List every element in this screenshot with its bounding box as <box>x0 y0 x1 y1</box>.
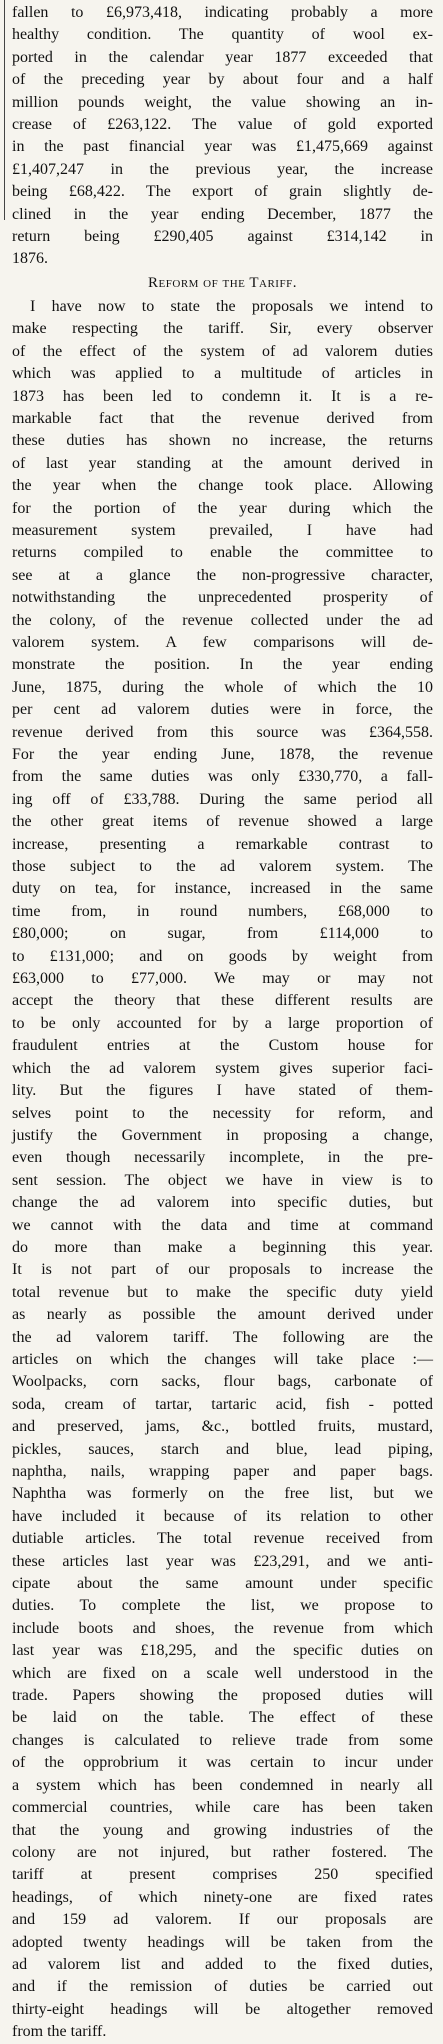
text-line: of last year standing at the amount derived in <box>12 454 433 472</box>
text-line: of the preceding year by about four and a half <box>12 71 433 89</box>
text-line: fraudulent entries at the Custom house for <box>12 1037 433 1055</box>
text-line: £1,407,247 in the previous year, the increase <box>12 160 433 178</box>
text-line: per cent ad valorem duties were in force, the <box>12 701 433 719</box>
text-line: these articles last year was £23,291, and we anti- <box>12 1552 433 1570</box>
text-line: time from, in round numbers, £68,000 to <box>12 902 433 920</box>
text-line: last year was £18,295, and the specific duties on <box>12 1642 433 1660</box>
text-line: which the ad valorem system gives superior faci- <box>12 1059 433 1077</box>
text-line: ad valorem list and added to the fixed duties, <box>12 1955 433 1973</box>
text-line: adopted twenty headings will be taken from the <box>12 1933 433 1951</box>
text-line: that the young and growing industries of the <box>12 1821 433 1839</box>
text-line: valorem system. A few comparisons will de- <box>12 633 433 651</box>
text-line: healthy condition. The quantity of wool ex- <box>12 26 433 44</box>
text-line: and preserved, jams, &c., bottled fruits, mustard, <box>12 1418 433 1436</box>
text-line: ing off of £33,788. During the same period all <box>12 790 433 808</box>
text-line: It is not part of our proposals to increase the <box>12 1261 433 1279</box>
text-line: million pounds weight, the value showing an in- <box>12 93 433 111</box>
text-line: total revenue but to make the specific duty yield <box>12 1283 433 1301</box>
text-line: be laid on the table. The effect of these <box>12 1709 433 1727</box>
column-rule <box>4 0 5 220</box>
text-line: Woolpacks, corn sacks, flour bags, carbonate of <box>12 1373 433 1391</box>
text-line: and 159 ad valorem. If our proposals are <box>12 1911 433 1929</box>
text-line: tariff at present comprises 250 specified <box>12 1866 433 1884</box>
text-line: pickles, sauces, starch and blue, lead piping, <box>12 1440 433 1458</box>
text-line: naphtha, nails, wrapping paper and paper bags. <box>12 1463 433 1480</box>
text-line: do more than make a beginning this year. <box>12 1238 433 1256</box>
text-line: £80,000; on sugar, from £114,000 to <box>12 925 433 943</box>
text-line: accept the theory that these different results are <box>12 992 433 1010</box>
text-line: markable fact that the revenue derived from <box>12 409 433 427</box>
text-line: change the ad valorem into specific duties, but <box>12 1194 433 1212</box>
text-line: sent session. The object we have in view is to <box>12 1171 433 1189</box>
section-heading: Reform of the Tariff. <box>148 274 297 291</box>
text-line: £63,000 to £77,000. We may or may not <box>12 970 433 988</box>
text-line: articles on which the changes will take place :— <box>12 1350 433 1368</box>
text-line: these duties has shown no increase, the returns <box>12 432 433 450</box>
text-line: return being £290,405 against £314,142 in <box>12 228 433 246</box>
text-line: include boots and shoes, the revenue from which <box>12 1619 433 1637</box>
text-line: have included it because of its relation to other <box>12 1507 433 1525</box>
text-line: the ad valorem tariff. The following are the <box>12 1328 433 1346</box>
text-line: as nearly as possible the amount derived under <box>12 1306 433 1324</box>
text-line: even though necessarily incomplete, in the pre- <box>12 1149 433 1167</box>
text-line: from the same duties was only £330,770, a fall- <box>12 768 433 786</box>
paragraph-tariff-reform <box>12 296 433 2044</box>
text-line: commercial countries, while care has been taken <box>12 1799 433 1817</box>
text-line: see at a glance the non-progressive character, <box>12 566 433 584</box>
text-line: notwithstanding the unprecedented prosperity of <box>12 589 433 607</box>
text-line: duties. To complete the list, we propose to <box>12 1597 433 1615</box>
text-line: Naphtha was formerly on the free list, but we <box>12 1485 433 1503</box>
text-line: changes is calculated to relieve trade from some <box>12 1731 433 1749</box>
text-line: a system which has been condemned in nearly all <box>12 1776 433 1794</box>
text-line: headings, of which ninety-one are fixed rates <box>12 1888 433 1906</box>
text-line: selves point to the necessity for reform, and <box>12 1104 433 1122</box>
text-line: June, 1875, during the whole of which the 10 <box>12 678 433 696</box>
text-line: to £131,000; and on goods by weight from <box>12 947 433 965</box>
text-line: measurement system prevailed, I have had <box>12 521 433 539</box>
text-line: cipate about the same amount under specific <box>12 1575 433 1593</box>
text-line: make respecting the tariff. Sir, every observer <box>12 320 433 338</box>
text-line: I have now to state the proposals we intend to <box>30 297 433 315</box>
text-line: soda, cream of tartar, tartaric acid, fish - potted <box>12 1395 433 1413</box>
text-line: which was applied to a multitude of articles in <box>12 365 433 383</box>
text-line: of the effect of the system of ad valorem duties <box>12 342 433 360</box>
text-line: monstrate the position. In the year ending <box>12 656 433 674</box>
text-line: crease of £263,122. The value of gold exported <box>12 116 433 134</box>
text-line: being £68,422. The export of grain slightly de- <box>12 183 433 201</box>
text-line: from the tariff. <box>12 2023 107 2041</box>
text-line: dutiable articles. The total revenue received from <box>12 1530 433 1548</box>
text-line: to be only accounted for by a large proportion of <box>12 1014 433 1032</box>
text-line: colony are not injured, but rather fostered. The <box>12 1843 433 1861</box>
text-line: 1876. <box>12 250 48 268</box>
text-line: we cannot with the data and time at command <box>12 1216 433 1234</box>
text-line: 1873 has been led to condemn it. It is a re- <box>12 387 433 405</box>
text-line: clined in the year ending December, 1877 the <box>12 205 433 223</box>
text-line: the other great items of revenue showed a large <box>12 813 433 831</box>
text-line: returns compiled to enable the committee to <box>12 544 433 562</box>
text-line: justify the Government in proposing a change, <box>12 1126 433 1144</box>
paragraph-trade-returns <box>12 2 433 271</box>
text-line: which are fixed on a scale well understood in the <box>12 1664 433 1682</box>
text-line: revenue derived from this source was £364,558. <box>12 723 433 741</box>
text-line: the year when the change took place. Allowing <box>12 477 433 495</box>
text-line: the colony, of the revenue collected under the ad <box>12 611 433 629</box>
text-line: For the year ending June, 1878, the revenue <box>12 746 433 763</box>
text-line: ported in the calendar year 1877 exceeded that <box>12 48 433 66</box>
text-line: and if the remission of duties be carried out <box>12 1978 433 1996</box>
text-line: of the opprobrium it was certain to incur under <box>12 1754 433 1772</box>
text-line: fallen to £6,973,418, indicating probably a more <box>12 4 433 21</box>
text-line: lity. But the figures I have stated of them- <box>12 1082 433 1100</box>
text-line: for the portion of the year during which the <box>12 499 433 517</box>
text-line: trade. Papers showing the proposed duties will <box>12 1687 433 1705</box>
text-line: duty on tea, for instance, increased in the same <box>12 880 433 898</box>
text-line: increase, presenting a remarkable contrast to <box>12 835 433 853</box>
text-line: in the past financial year was £1,475,669 against <box>12 138 433 156</box>
text-line: those subject to the ad valorem system. The <box>12 858 433 876</box>
text-line: thirty-eight headings will be altogether removed <box>12 2000 433 2018</box>
